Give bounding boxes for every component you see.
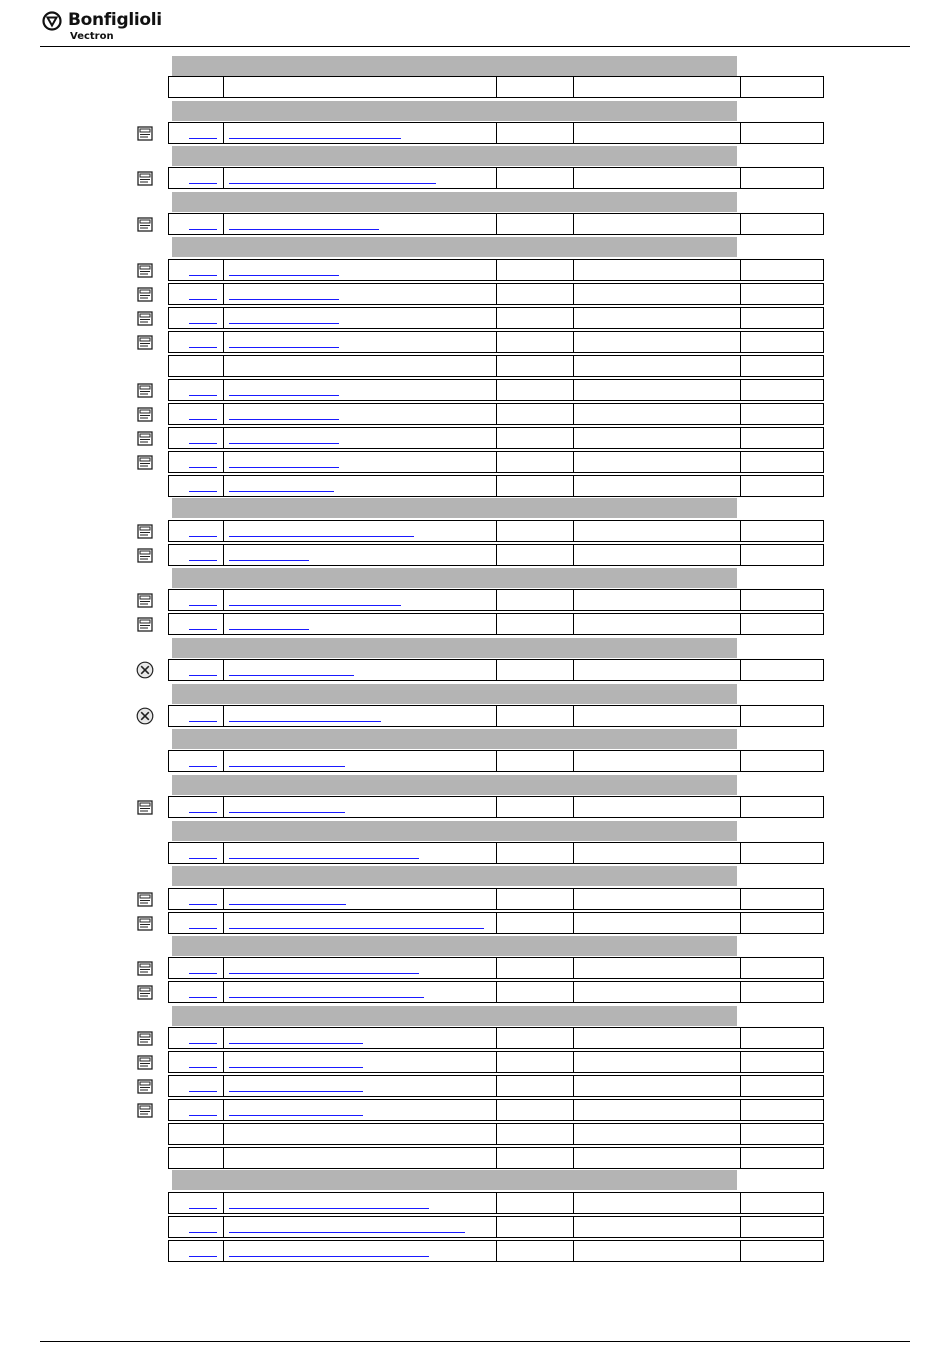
section-header-band [172, 866, 737, 886]
table-cell-divider [223, 706, 224, 726]
table-cell-divider [573, 1076, 574, 1096]
table-cell-divider [573, 982, 574, 1002]
table-row [168, 1123, 824, 1145]
table-cell-divider [740, 797, 741, 817]
table-cell-divider [496, 1241, 497, 1261]
table-cell-divider [223, 214, 224, 234]
parameter-number-link[interactable] [189, 491, 217, 492]
table-cell-divider [223, 982, 224, 1002]
table-cell-divider [496, 1028, 497, 1048]
table-row [168, 1027, 824, 1049]
table-cell-divider [573, 889, 574, 909]
table-cell-divider [573, 284, 574, 304]
table-cell-divider [496, 476, 497, 496]
table-cell-divider [740, 214, 741, 234]
parameter-name-link[interactable] [229, 1115, 363, 1116]
table-cell-divider [496, 1217, 497, 1237]
parameter-name-link[interactable] [229, 858, 419, 859]
table-cell-divider [496, 308, 497, 328]
document-edit-icon [137, 800, 153, 815]
parameter-number-link[interactable] [189, 928, 217, 929]
section-header-band [172, 237, 737, 257]
parameter-number-link[interactable] [189, 419, 217, 420]
table-cell-divider [573, 476, 574, 496]
table-cell-divider [223, 428, 224, 448]
parameter-number-link[interactable] [189, 1091, 217, 1092]
table-cell-divider [496, 1100, 497, 1120]
table-row [168, 888, 824, 910]
table-row [168, 1147, 824, 1169]
table-cell-divider [573, 797, 574, 817]
table-cell-divider [496, 260, 497, 280]
table-cell-divider [573, 614, 574, 634]
parameter-number-link[interactable] [189, 766, 217, 767]
section-header-band [172, 192, 737, 212]
table-row [168, 659, 824, 681]
section-header-band [172, 1170, 737, 1190]
table-cell-divider [496, 404, 497, 424]
table-cell-divider [740, 1148, 741, 1168]
table-cell-divider [223, 308, 224, 328]
table-cell-divider [223, 1052, 224, 1072]
table-cell-divider [496, 168, 497, 188]
parameter-name-link[interactable] [229, 299, 339, 300]
parameter-number-link[interactable] [189, 183, 217, 184]
table-cell-divider [223, 1028, 224, 1048]
table-cell-divider [573, 214, 574, 234]
parameter-name-link[interactable] [229, 229, 379, 230]
parameter-number-link[interactable] [189, 1256, 217, 1257]
table-row [168, 842, 824, 864]
table-cell-divider [573, 77, 574, 97]
table-cell-divider [223, 1193, 224, 1213]
table-cell-divider [740, 614, 741, 634]
table-cell-divider [573, 660, 574, 680]
table-cell-divider [223, 521, 224, 541]
table-cell-divider [496, 521, 497, 541]
section-header-band [172, 56, 737, 76]
table-cell-divider [223, 380, 224, 400]
document-edit-icon [137, 126, 153, 141]
parameter-number-link[interactable] [189, 347, 217, 348]
table-cell-divider [496, 545, 497, 565]
table-row [168, 912, 824, 934]
table-cell-divider [740, 889, 741, 909]
document-edit-icon [137, 335, 153, 350]
table-cell-divider [496, 214, 497, 234]
table-cell-divider [223, 590, 224, 610]
table-row [168, 122, 824, 144]
parameter-name-link[interactable] [229, 560, 309, 561]
table-row [168, 589, 824, 611]
table-row [168, 167, 824, 189]
section-header-band [172, 568, 737, 588]
table-cell-divider [223, 1241, 224, 1261]
table-cell-divider [496, 123, 497, 143]
document-edit-icon [137, 431, 153, 446]
parameter-number-link[interactable] [189, 721, 217, 722]
table-cell-divider [496, 982, 497, 1002]
parameter-name-link[interactable] [229, 1208, 429, 1209]
table-row [168, 307, 824, 329]
parameter-name-link[interactable] [229, 1256, 429, 1257]
table-row [168, 427, 824, 449]
parameter-number-link[interactable] [189, 997, 217, 998]
section-header-band [172, 775, 737, 795]
table-cell-divider [573, 168, 574, 188]
parameter-name-link[interactable] [229, 395, 339, 396]
table-cell-divider [496, 590, 497, 610]
table-cell-divider [740, 1100, 741, 1120]
parameter-number-link[interactable] [189, 1232, 217, 1233]
parameter-name-link[interactable] [229, 675, 354, 676]
table-row [168, 796, 824, 818]
table-cell-divider [223, 404, 224, 424]
table-cell-divider [740, 428, 741, 448]
section-header-band [172, 729, 737, 749]
parameter-name-link[interactable] [229, 275, 339, 276]
parameter-name-link[interactable] [229, 629, 309, 630]
section-header-band [172, 936, 737, 956]
table-row [168, 613, 824, 635]
table-row [168, 1216, 824, 1238]
parameter-number-link[interactable] [189, 605, 217, 606]
table-cell-divider [223, 168, 224, 188]
table-row [168, 1075, 824, 1097]
document-edit-icon [137, 916, 153, 931]
table-row [168, 1192, 824, 1214]
table-cell-divider [740, 284, 741, 304]
parameter-number-link[interactable] [189, 904, 217, 905]
section-header-band [172, 498, 737, 518]
table-cell-divider [496, 958, 497, 978]
table-cell-divider [573, 332, 574, 352]
parameter-name-link[interactable] [229, 419, 339, 420]
table-row [168, 705, 824, 727]
table-cell-divider [573, 404, 574, 424]
table-row [168, 981, 824, 1003]
parameter-name-link[interactable] [229, 183, 436, 184]
table-row [168, 957, 824, 979]
table-cell-divider [740, 380, 741, 400]
document-edit-icon [137, 171, 153, 186]
parameter-name-link[interactable] [229, 973, 419, 974]
table-cell-divider [740, 1241, 741, 1261]
table-cell-divider [740, 1076, 741, 1096]
table-row [168, 283, 824, 305]
table-cell-divider [223, 123, 224, 143]
table-cell-divider [496, 843, 497, 863]
table-cell-divider [740, 1217, 741, 1237]
table-row [168, 544, 824, 566]
parameter-number-link[interactable] [189, 299, 217, 300]
table-cell-divider [496, 1148, 497, 1168]
parameter-name-link[interactable] [229, 721, 381, 722]
table-cell-divider [573, 958, 574, 978]
parameter-number-link[interactable] [189, 467, 217, 468]
parameter-number-link[interactable] [189, 443, 217, 444]
table-cell-divider [740, 706, 741, 726]
table-row [168, 520, 824, 542]
table-cell-divider [573, 521, 574, 541]
section-header-band [172, 684, 737, 704]
table-cell-divider [223, 889, 224, 909]
parameter-number-link[interactable] [189, 1043, 217, 1044]
table-cell-divider [573, 706, 574, 726]
table-cell-divider [223, 332, 224, 352]
parameter-number-link[interactable] [189, 395, 217, 396]
parameter-name-link[interactable] [229, 1091, 363, 1092]
table-cell-divider [740, 982, 741, 1002]
table-cell-divider [223, 660, 224, 680]
table-cell-divider [573, 380, 574, 400]
parameter-number-link[interactable] [189, 1208, 217, 1209]
document-edit-icon [137, 263, 153, 278]
table-cell-divider [573, 843, 574, 863]
table-cell-divider [740, 260, 741, 280]
table-cell-divider [740, 751, 741, 771]
parameter-number-link[interactable] [189, 560, 217, 561]
table-row [168, 1051, 824, 1073]
document-edit-icon [137, 593, 153, 608]
table-cell-divider [496, 1193, 497, 1213]
document-edit-icon [137, 455, 153, 470]
table-cell-divider [573, 428, 574, 448]
document-edit-icon [137, 892, 153, 907]
table-cell-divider [573, 1028, 574, 1048]
table-cell-divider [573, 452, 574, 472]
table-cell-divider [496, 356, 497, 376]
table-row [168, 76, 824, 98]
parameter-name-link[interactable] [229, 536, 414, 537]
table-row [168, 403, 824, 425]
table-cell-divider [223, 1148, 224, 1168]
parameter-name-link[interactable] [229, 812, 345, 813]
table-cell-divider [573, 1052, 574, 1072]
table-cell-divider [223, 545, 224, 565]
table-cell-divider [496, 706, 497, 726]
document-edit-icon [137, 617, 153, 632]
table-cell-divider [223, 77, 224, 97]
table-cell-divider [573, 260, 574, 280]
table-row [168, 259, 824, 281]
table-cell-divider [223, 260, 224, 280]
document-edit-icon [137, 1079, 153, 1094]
table-cell-divider [223, 1217, 224, 1237]
table-cell-divider [573, 1100, 574, 1120]
parameter-name-link[interactable] [229, 491, 334, 492]
table-cell-divider [573, 751, 574, 771]
parameter-number-link[interactable] [189, 138, 217, 139]
parameter-name-link[interactable] [229, 1043, 363, 1044]
table-cell-divider [740, 476, 741, 496]
table-cell-divider [573, 1241, 574, 1261]
table-cell-divider [740, 1124, 741, 1144]
parameter-name-link[interactable] [229, 928, 484, 929]
not-available-icon [136, 707, 154, 725]
table-cell-divider [740, 123, 741, 143]
document-edit-icon [137, 287, 153, 302]
parameter-name-link[interactable] [229, 1067, 363, 1068]
parameter-name-link[interactable] [229, 904, 346, 905]
parameter-name-link[interactable] [229, 467, 339, 468]
table-cell-divider [223, 614, 224, 634]
table-cell-divider [223, 476, 224, 496]
parameter-name-link[interactable] [229, 605, 401, 606]
table-cell-divider [496, 751, 497, 771]
document-edit-icon [137, 1031, 153, 1046]
brand-name: Bonfiglioli [68, 10, 162, 30]
table-cell-divider [573, 1217, 574, 1237]
table-row [168, 1240, 824, 1262]
table-cell-divider [496, 452, 497, 472]
table-cell-divider [740, 521, 741, 541]
table-cell-divider [740, 1193, 741, 1213]
table-cell-divider [740, 590, 741, 610]
table-cell-divider [573, 308, 574, 328]
table-cell-divider [223, 356, 224, 376]
table-cell-divider [573, 1193, 574, 1213]
footer-divider [40, 1341, 910, 1342]
table-cell-divider [740, 545, 741, 565]
table-cell-divider [223, 284, 224, 304]
table-cell-divider [223, 913, 224, 933]
parameter-name-link[interactable] [229, 766, 345, 767]
table-cell-divider [573, 545, 574, 565]
parameter-name-link[interactable] [229, 443, 339, 444]
table-cell-divider [496, 1076, 497, 1096]
table-row [168, 379, 824, 401]
parameter-name-link[interactable] [229, 138, 401, 139]
table-cell-divider [223, 1100, 224, 1120]
parameter-number-link[interactable] [189, 675, 217, 676]
document-edit-icon [137, 217, 153, 232]
document-edit-icon [137, 311, 153, 326]
table-cell-divider [223, 843, 224, 863]
table-cell-divider [496, 614, 497, 634]
table-cell-divider [740, 308, 741, 328]
parameter-number-link[interactable] [189, 973, 217, 974]
document-edit-icon [137, 407, 153, 422]
parameter-number-link[interactable] [189, 536, 217, 537]
table-row [168, 750, 824, 772]
table-cell-divider [496, 797, 497, 817]
table-cell-divider [496, 428, 497, 448]
table-cell-divider [740, 168, 741, 188]
table-cell-divider [496, 913, 497, 933]
table-row [168, 475, 824, 497]
not-available-icon [136, 661, 154, 679]
document-edit-icon [137, 985, 153, 1000]
table-cell-divider [740, 1052, 741, 1072]
parameter-name-link[interactable] [229, 997, 424, 998]
document-edit-icon [137, 524, 153, 539]
table-cell-divider [740, 77, 741, 97]
document-edit-icon [137, 383, 153, 398]
table-cell-divider [223, 751, 224, 771]
section-header-band [172, 1006, 737, 1026]
table-row [168, 213, 824, 235]
parameter-number-link[interactable] [189, 275, 217, 276]
section-header-band [172, 101, 737, 121]
table-row [168, 1099, 824, 1121]
table-cell-divider [496, 332, 497, 352]
table-row [168, 355, 824, 377]
table-cell-divider [740, 404, 741, 424]
parameter-number-link[interactable] [189, 629, 217, 630]
table-cell-divider [740, 843, 741, 863]
table-cell-divider [573, 590, 574, 610]
parameter-name-link[interactable] [229, 347, 339, 348]
table-cell-divider [223, 797, 224, 817]
table-cell-divider [740, 660, 741, 680]
table-cell-divider [223, 1076, 224, 1096]
table-cell-divider [223, 958, 224, 978]
table-cell-divider [496, 1052, 497, 1072]
parameter-number-link[interactable] [189, 229, 217, 230]
table-row [168, 331, 824, 353]
table-cell-divider [496, 77, 497, 97]
table-cell-divider [223, 1124, 224, 1144]
table-cell-divider [496, 380, 497, 400]
parameter-name-link[interactable] [229, 1232, 465, 1233]
parameter-number-link[interactable] [189, 1067, 217, 1068]
table-cell-divider [573, 356, 574, 376]
parameter-number-link[interactable] [189, 858, 217, 859]
table-cell-divider [496, 660, 497, 680]
table-cell-divider [740, 958, 741, 978]
table-cell-divider [573, 1124, 574, 1144]
brand-subname: Vectron [70, 31, 114, 42]
table-cell-divider [740, 356, 741, 376]
table-row [168, 451, 824, 473]
parameter-number-link[interactable] [189, 812, 217, 813]
table-cell-divider [496, 889, 497, 909]
table-cell-divider [740, 452, 741, 472]
section-header-band [172, 821, 737, 841]
table-cell-divider [740, 913, 741, 933]
document-edit-icon [137, 961, 153, 976]
document-edit-icon [137, 1055, 153, 1070]
document-edit-icon [137, 1103, 153, 1118]
section-header-band [172, 146, 737, 166]
table-cell-divider [223, 452, 224, 472]
section-header-band [172, 638, 737, 658]
parameter-name-link[interactable] [229, 323, 339, 324]
table-cell-divider [496, 284, 497, 304]
parameter-number-link[interactable] [189, 323, 217, 324]
table-cell-divider [740, 332, 741, 352]
table-cell-divider [573, 123, 574, 143]
table-cell-divider [496, 1124, 497, 1144]
parameter-number-link[interactable] [189, 1115, 217, 1116]
table-cell-divider [573, 1148, 574, 1168]
table-cell-divider [740, 1028, 741, 1048]
document-edit-icon [137, 548, 153, 563]
table-cell-divider [573, 913, 574, 933]
